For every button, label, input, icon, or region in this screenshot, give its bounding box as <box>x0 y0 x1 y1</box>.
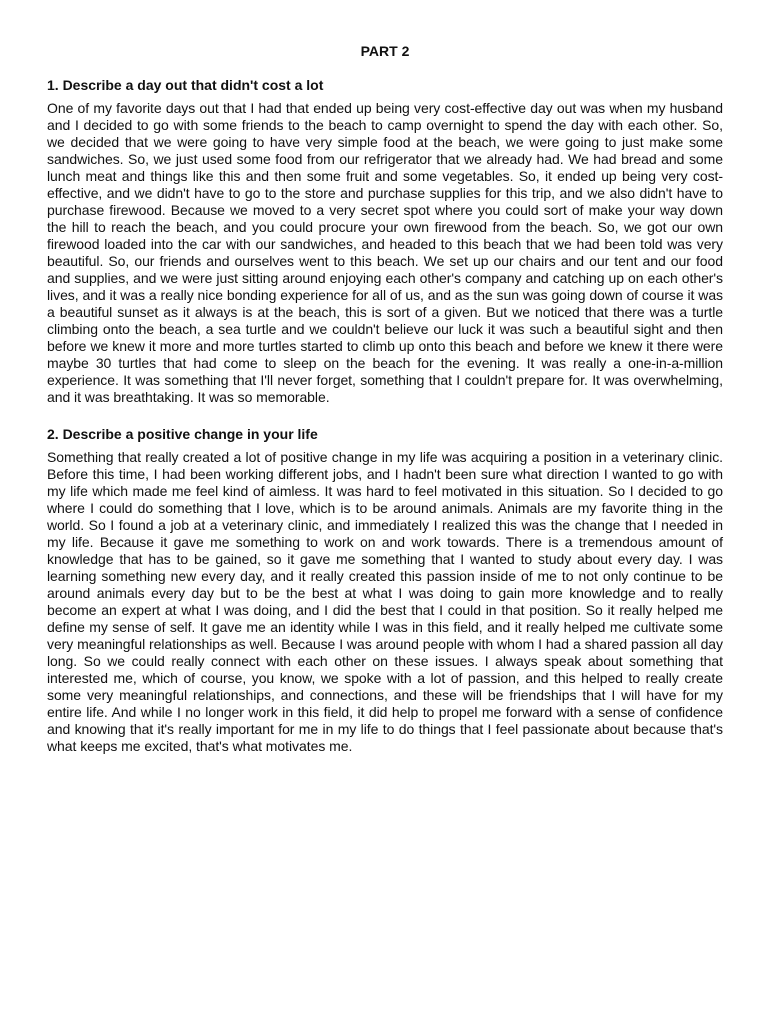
section-day-out <box>47 76 723 406</box>
section-positive-change <box>47 425 723 755</box>
section-body: Something that really created a lot of positive change in my life was acquiring a position in a veterinary clinic. Before this time, I had been working different jobs, and I hadn't been sure what direction I wanted to go with my life which made me feel kind of aimless. It was hard to feel motivated in this situation. So I decided to go where I could do something that I love, which is to be around animals. Animals are my favorite thing in the world. So I found a job at a veterinary clinic, and immediately I realized this was the change that I needed in my life. Because it gave me something to work on and work towards. There is a tremendous amount of knowledge that has to be gained, so it gave me something that I wanted to study about every day. I was learning something new every day, and it really created this passion inside of me to not only continue to be around animals every day but to be the best at what I was doing to gain more knowledge and to really become an expert at what I was doing, and I did the best that I could in that position. So it really helped me define my sense of self. It gave me an identity while I was in this field, and it really helped me cultivate some very meaningful relationships as well. Because I was around people with whom I had a shared passion all day long. So we could really connect with each other on these issues. I always speak about something that interested me, which of course, you know, we spoke with a lot of passion, and this helped to really create some very meaningful relationships, and connections, and these will be friendships that I will have for my entire life. And while I no longer work in this field, it did help to propel me forward with a sense of confidence and knowing that it's really important for me in my life to do things that I feel passionate about because that's what keeps me excited, that's what motivates me. <box>47 449 723 754</box>
section-body: One of my favorite days out that I had that ended up being very cost-effective day out was when my husband and I decided to go with some friends to the beach to camp overnight to spend the day with each other. So, we decided that we were going to have very simple food at the beach, we were going to just make some sandwiches. So, we just used some food from our refrigerator that we already had. We had bread and some lunch meat and things like this and then some fruit and some vegetables. So, it ended up being very cost-effective, and we didn't have to go to the store and purchase supplies for this trip, and we also didn't have to purchase firewood. Because we moved to a very secret spot where you could sort of make your way down the hill to reach the beach, and you could procure your own firewood from the beach. So, we got our own firewood loaded into the car with our sandwiches, and headed to this beach that we had been told was very beautiful. So, our friends and ourselves went to this beach. We set up our chairs and our tent and our food and supplies, and we were just sitting around enjoying each other's company and catching up on each other's lives, and it was a really nice bonding experience for all of us, and as the sun was going down of course it was a beautiful sunset as it always is at the beach, this is sort of a given. But we noticed that there was a turtle climbing onto the beach, a sea turtle and we couldn't believe our luck it was such a beautiful sight and then before we knew it more and more turtles started to climb up onto this beach and before we knew it there were maybe 30 turtles that had come to sleep on the beach for the evening. It was really a one-in-a-million experience. It was something that I'll never forget, something that I couldn't prepare for. It was overwhelming, and it was breathtaking. It was so memorable. <box>47 100 723 405</box>
document-page <box>47 42 723 755</box>
part-title: PART 2 <box>360 43 410 59</box>
section-heading: 1. Describe a day out that didn't cost a lot <box>47 77 324 93</box>
section-heading: 2. Describe a positive change in your life <box>47 426 318 442</box>
